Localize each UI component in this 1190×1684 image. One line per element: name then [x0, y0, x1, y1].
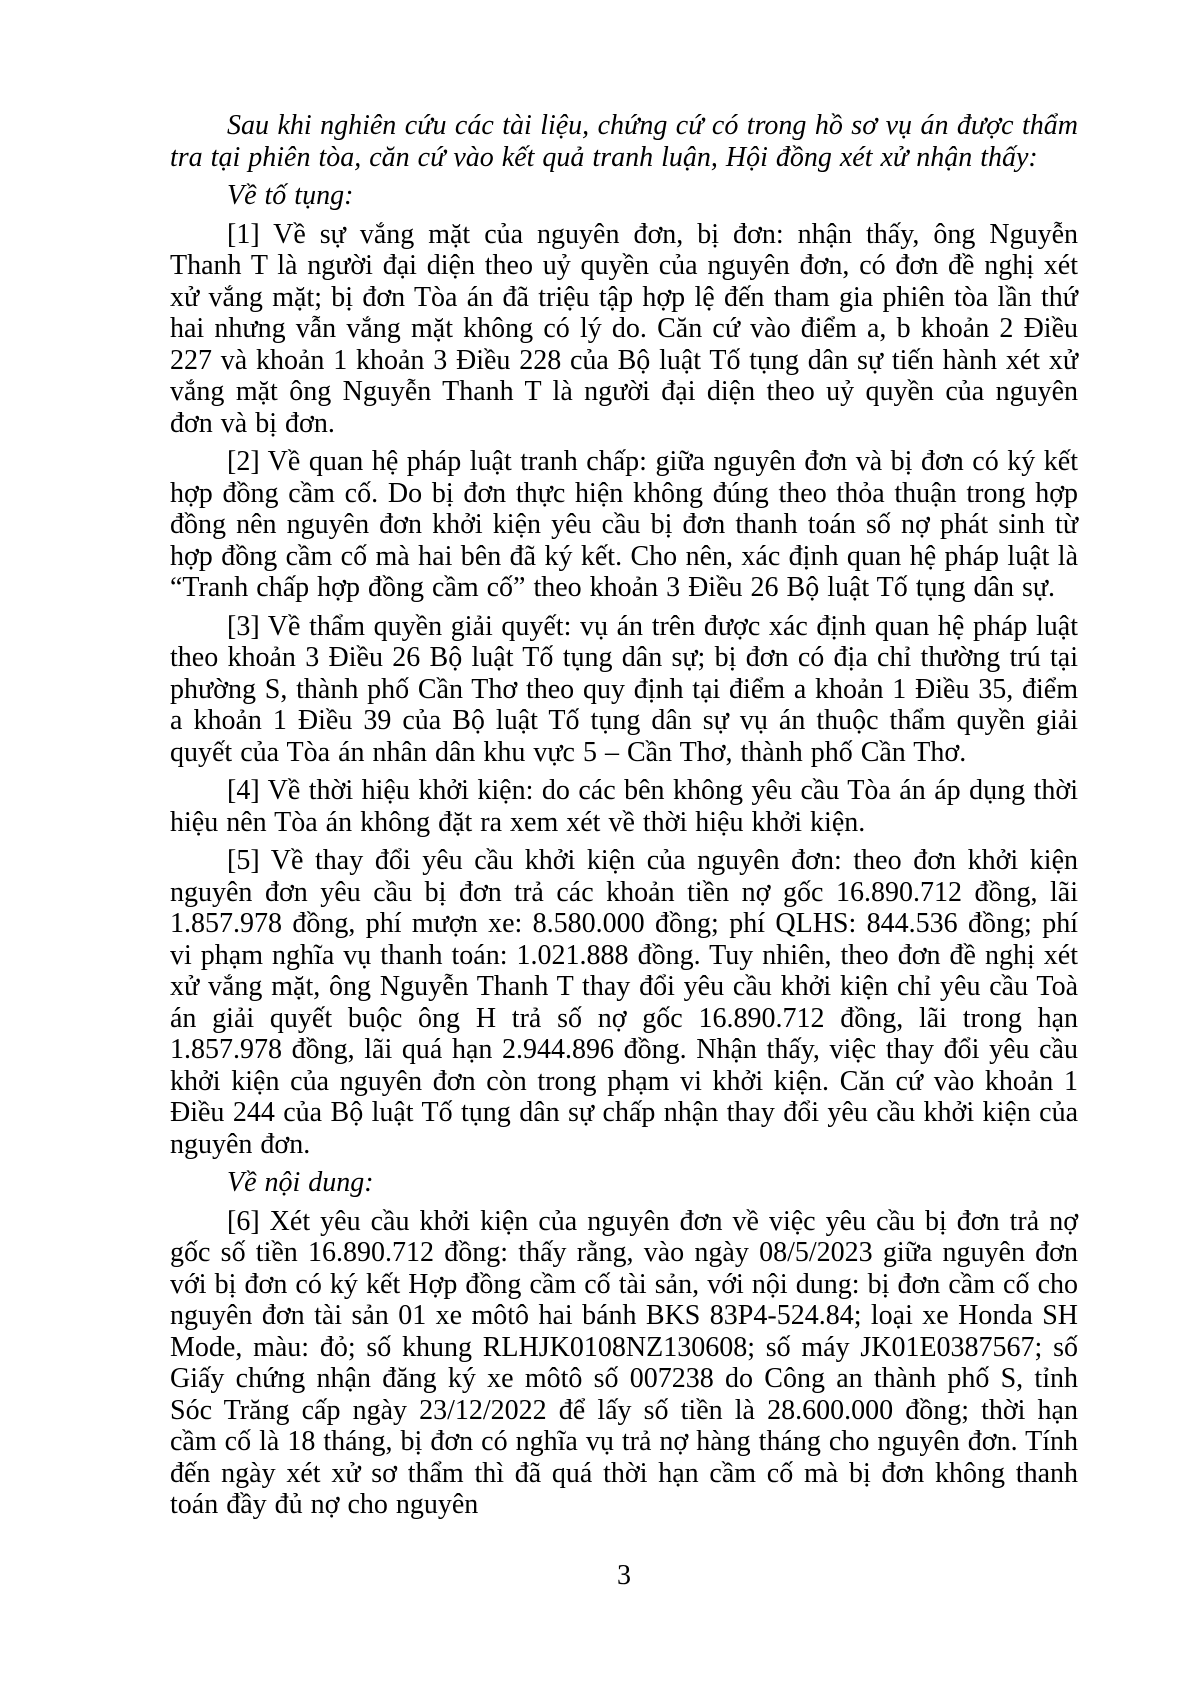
paragraph-5: [5] Về thay đổi yêu cầu khởi kiện của nguyên đơn: theo đơn khởi kiện nguyên đơn yêu cầu bị đơn trả các khoản tiền nợ gốc 16.890.712 đồng, lãi 1.857.978 đồng, phí mượn xe: 8.580.000 đồng; phí QLHS: 844.536 đồng; phí vi phạm nghĩa vụ thanh toán: 1.021.888 đồng. Tuy nhiên, theo đơn đề nghị xét xử vắng mặt, ông Nguyễn Thanh T thay đổi yêu cầu khởi kiện chỉ yêu cầu Toà án giải quyết buộc ông H trả số nợ gốc 16.890.712 đồng, lãi trong hạn 1.857.978 đồng, lãi quá hạn 2.944.896 đồng. Nhận thấy, việc thay đổi yêu cầu khởi kiện của nguyên đơn còn trong phạm vi khởi kiện. Căn cứ vào khoản 1 Điều 244 của Bộ luật Tố tụng dân sự chấp nhận thay đổi yêu cầu khởi kiện của nguyên đơn. — [170, 845, 1078, 1160]
page-number: 3 — [617, 1560, 631, 1591]
paragraph-6: [6] Xét yêu cầu khởi kiện của nguyên đơn về việc yêu cầu bị đơn trả nợ gốc số tiền 16.890.712 đồng: thấy rằng, vào ngày 08/5/2023 giữa nguyên đơn với bị đơn có ký kết Hợp đồng cầm cố tài sản, với nội dung: bị đơn cầm cố cho nguyên đơn tài sản 01 xe môtô hai bánh BKS 83P4-524.84; loại xe Honda SH Mode, màu: đỏ; số khung RLHJK0108NZ130608; số máy JK01E0387567; số Giấy chứng nhận đăng ký xe môtô số 007238 do Công an thành phố S, tỉnh Sóc Trăng cấp ngày 23/12/2022 để lấy số tiền là 28.600.000 đồng; thời hạn cầm cố là 18 tháng, bị đơn có nghĩa vụ trả nợ hàng tháng cho nguyên đơn. Tính đến ngày xét xử sơ thẩm thì đã quá thời hạn cầm cố mà bị đơn không thanh toán đầy đủ nợ cho nguyên — [170, 1205, 1078, 1520]
intro-paragraph: Sau khi nghiên cứu các tài liệu, chứng cứ có trong hồ sơ vụ án được thẩm tra tại phiên tòa, căn cứ vào kết quả tranh luận, Hội đồng xét xử nhận thấy: — [170, 110, 1078, 173]
paragraph-2: [2] Về quan hệ pháp luật tranh chấp: giữa nguyên đơn và bị đơn có ký kết hợp đồng cầm cố. Do bị đơn thực hiện không đúng theo thỏa thuận trong hợp đồng nên nguyên đơn khởi kiện yêu cầu bị đơn thanh toán số nợ phát sinh từ hợp đồng cầm cố mà hai bên đã ký kết. Cho nên, xác định quan hệ pháp luật là “Tranh chấp hợp đồng cầm cố” theo khoản 3 Điều 26 Bộ luật Tố tụng dân sự. — [170, 446, 1078, 603]
paragraph-1: [1] Về sự vắng mặt của nguyên đơn, bị đơn: nhận thấy, ông Nguyễn Thanh T là người đại diện theo uỷ quyền của nguyên đơn, có đơn đề nghị xét xử vắng mặt; bị đơn Tòa án đã triệu tập hợp lệ đến tham gia phiên tòa lần thứ hai nhưng vẫn vắng mặt không có lý do. Căn cứ vào điểm a, b khoản 2 Điều 227 và khoản 1 khoản 3 Điều 228 của Bộ luật Tố tụng dân sự tiến hành xét xử vắng mặt ông Nguyễn Thanh T là người đại diện theo uỷ quyền của nguyên đơn và bị đơn. — [170, 218, 1078, 439]
section-heading-content: Về nội dung: — [227, 1167, 374, 1198]
section-heading-procedure: Về tố tụng: — [227, 180, 354, 211]
paragraph-4: [4] Về thời hiệu khởi kiện: do các bên không yêu cầu Tòa án áp dụng thời hiệu nên Tòa án không đặt ra xem xét về thời hiệu khởi kiện. — [170, 775, 1078, 838]
document-body — [170, 110, 1078, 1528]
paragraph-3: [3] Về thẩm quyền giải quyết: vụ án trên được xác định quan hệ pháp luật theo khoản 3 Điều 26 Bộ luật Tố tụng dân sự; bị đơn có địa chỉ thường trú tại phường S, thành phố Cần Thơ theo quy định tại điểm a khoản 1 Điều 35, điểm a khoản 1 Điều 39 của Bộ luật Tố tụng dân sự vụ án thuộc thẩm quyền giải quyết của Tòa án nhân dân khu vực 5 – Cần Thơ, thành phố Cần Thơ. — [170, 610, 1078, 768]
